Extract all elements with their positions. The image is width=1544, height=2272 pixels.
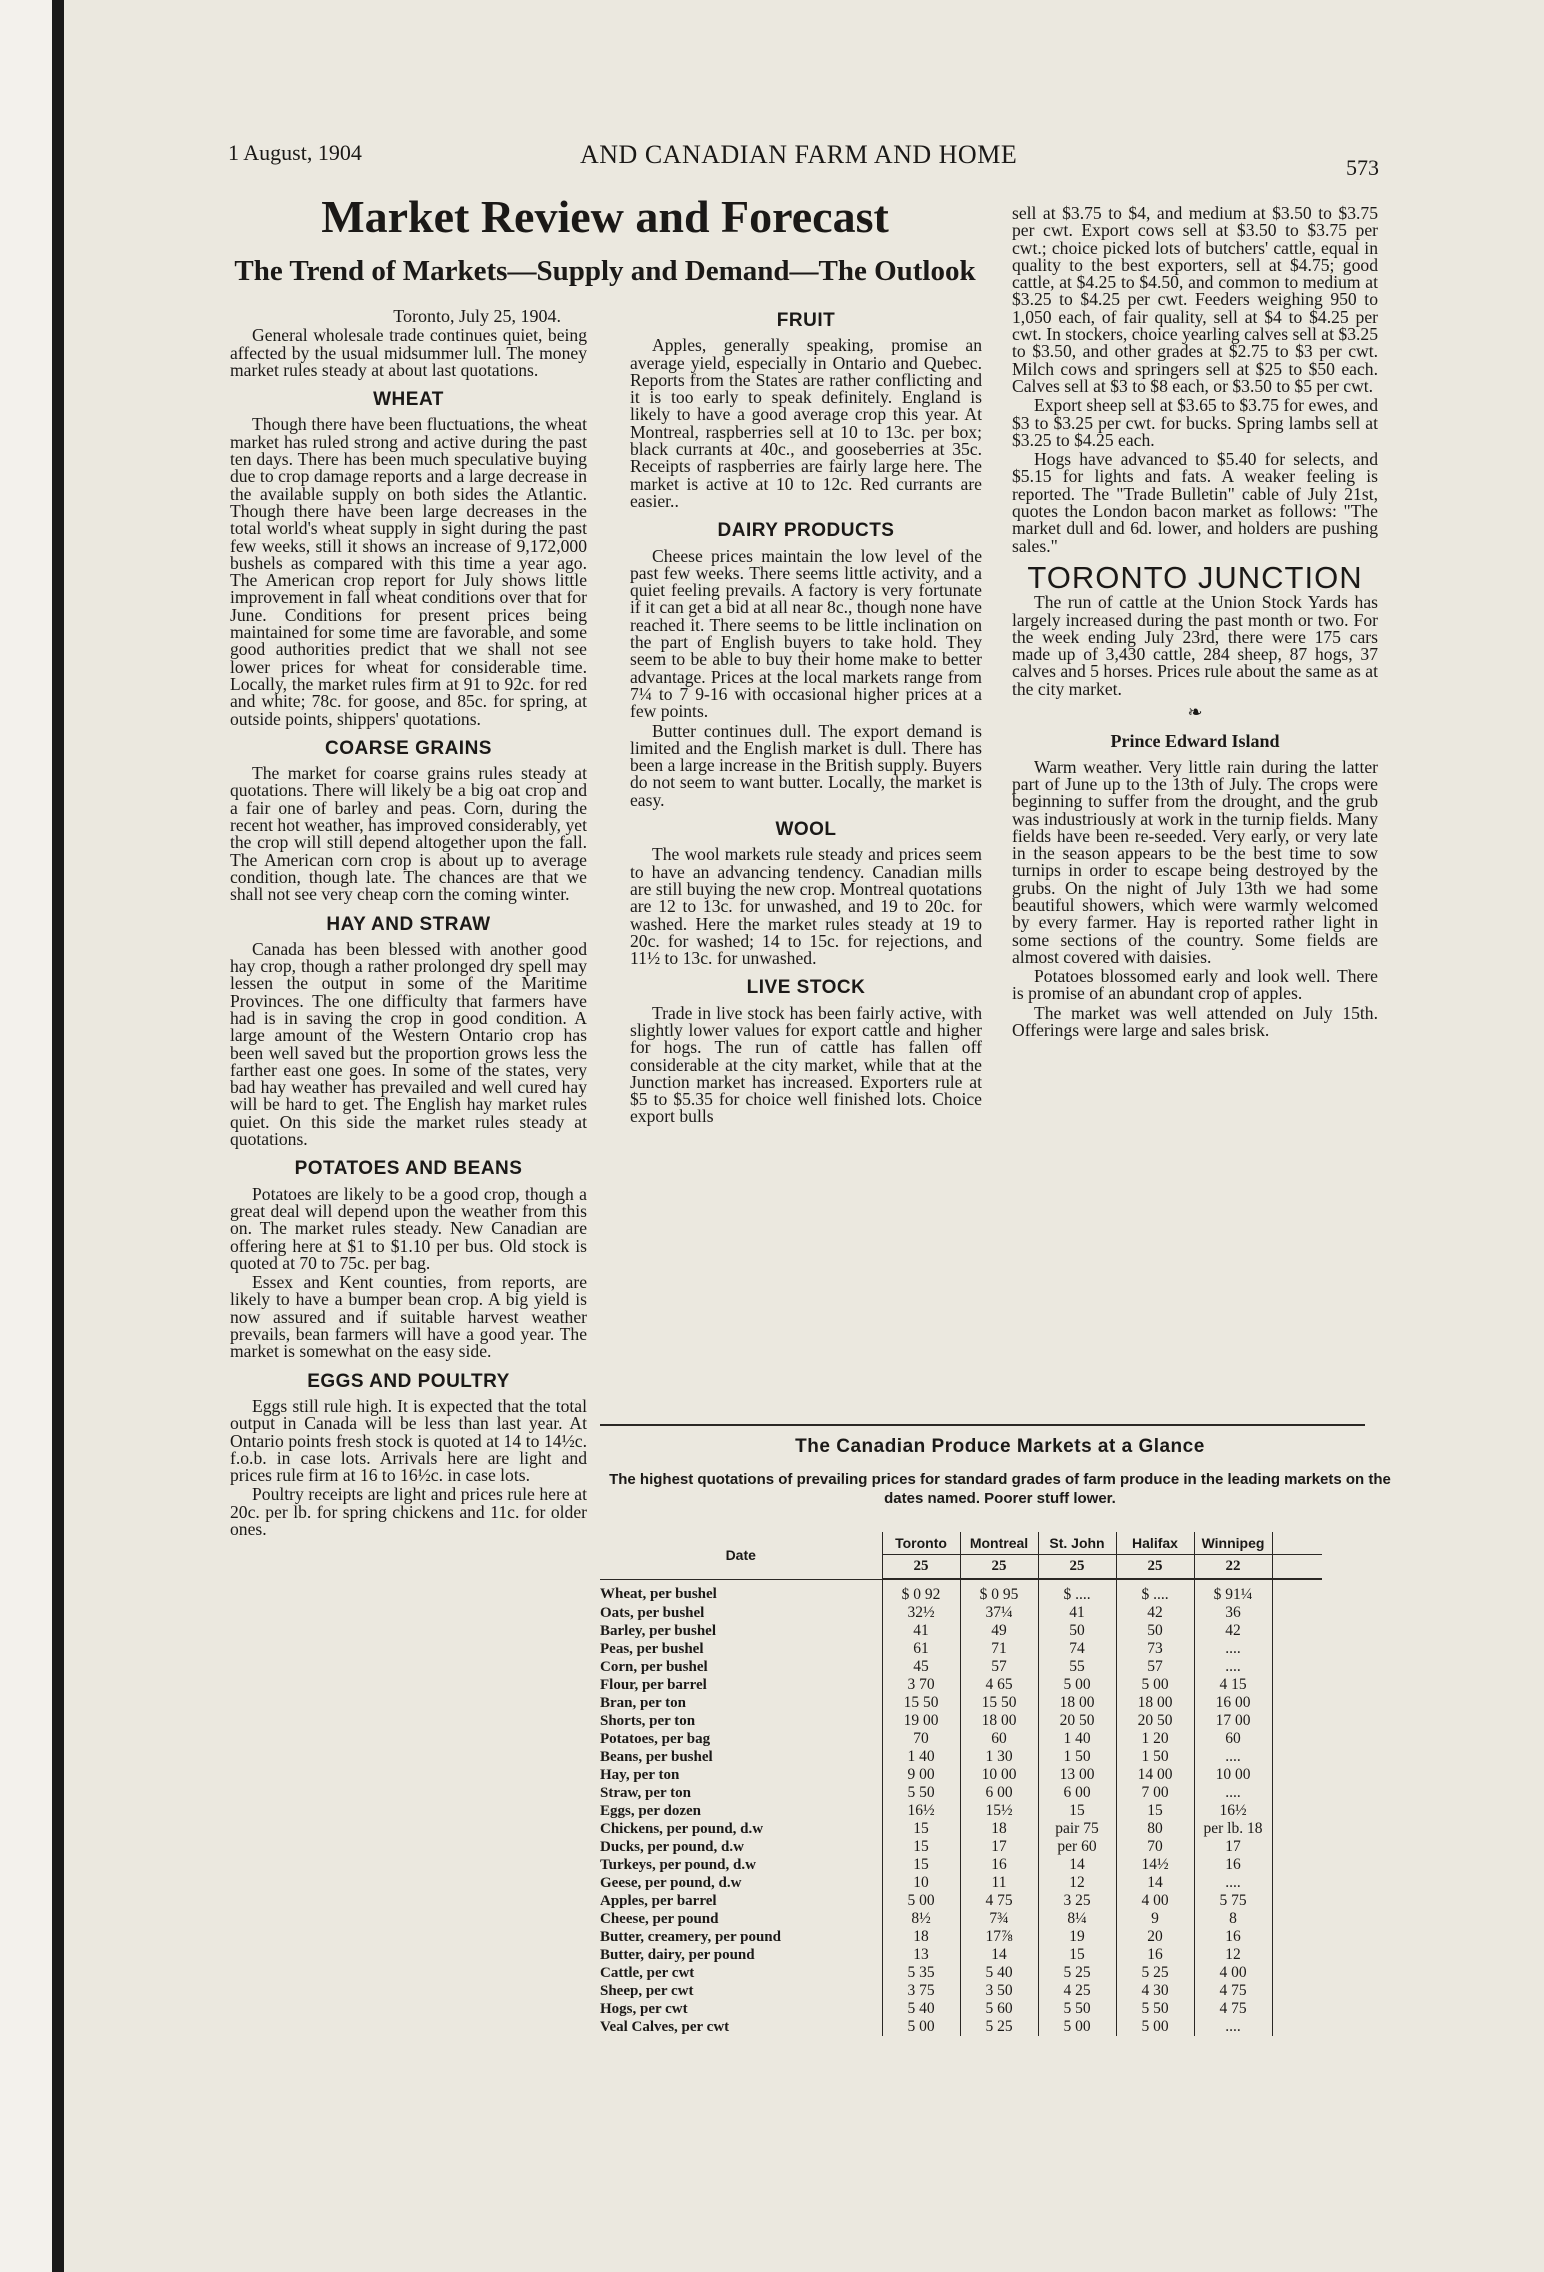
section-heading-live-stock: LIVE STOCK xyxy=(746,977,866,999)
spare-cell xyxy=(1272,1910,1322,1928)
price-cell: 3 50 xyxy=(960,1982,1038,2000)
price-cell: 80 xyxy=(1116,1820,1194,1838)
fruit-paragraph: Apples, generally speaking, promise an average yield, especially in Ontario and Quebec. Reports from the States are rather conflicting and it is too early to speak definitely. England is likely to have a good average crop this year. At Montreal, raspberries sell at 10 to 13c. per box; black currants at 40c., and gooseberries at 35c. Receipts of raspberries are fairly large here. The market is active at 10 to 12c. Red currants are easier.. xyxy=(630,335,982,511)
cheese-paragraph: Cheese prices maintain the low level of the past few weeks. There seems little activity, and a quiet feeling prevails. A factory is very fortunate if it can get a bid at all near 8c., though none have reached it. There seems to be little inclination on the part of English buyers to take hold. They seem to be able to buy their home make to better advantage. Prices at the local markets range from 7¼ to 7 9-16 with occasional higher prices at a few points. xyxy=(630,545,982,722)
price-cell: .... xyxy=(1194,1784,1272,1802)
coarse-grains-paragraph: The market for coarse grains rules steady at quotations. There will likely be a big oat crop and a fair one of barley and peas. Corn, during the recent hot weather, has improved considerably, yet the crop will still depend altogether upon the fall. The American corn crop is about up to average condition, though late. The chances are that we shall not see very cheap corn the coming winter. xyxy=(230,763,587,905)
price-cell: $ 91¼ xyxy=(1194,1579,1272,1604)
section-heading-toronto-junction: TORONTO JUNCTION xyxy=(1027,559,1363,595)
table-row xyxy=(600,1910,1322,1928)
table-row xyxy=(600,1658,1322,1676)
price-cell: per lb. 18 xyxy=(1194,1820,1272,1838)
produce-item: Hogs, per cwt xyxy=(600,2000,688,2017)
price-cell: 32½ xyxy=(882,1604,960,1622)
price-cell: 4 65 xyxy=(960,1676,1038,1694)
price-cell: 20 50 xyxy=(1038,1712,1116,1730)
potatoes-paragraph: Potatoes are likely to be a good crop, though a great deal will depend upon the weather from this on. The market rules steady. New Canadian are offering here at $1 to $1.10 per bus. Old stock is quoted at 70 to 75c. per bag. xyxy=(230,1183,587,1273)
price-cell: 9 xyxy=(1116,1910,1194,1928)
price-cell: 3 70 xyxy=(882,1676,960,1694)
pei-market-paragraph: The market was well attended on July 15th. Offerings were large and sales brisk. xyxy=(1012,1002,1378,1041)
price-cell: 71 xyxy=(960,1640,1038,1658)
section-heading-wool: WOOL xyxy=(775,819,837,841)
table-row xyxy=(600,1874,1322,1892)
price-cell: 14 xyxy=(1116,1874,1194,1892)
price-cell: $ 0 92 xyxy=(882,1579,960,1604)
date-header: 25 xyxy=(960,1555,1038,1580)
price-cell: .... xyxy=(1194,1748,1272,1766)
beans-paragraph: Essex and Kent counties, from reports, are likely to have a bumper bean crop. A big yield is now assured and if suitable harvest weather prevails, bean farmers will have a good year. The market is somewhat on the easy side. xyxy=(230,1272,587,1362)
table-body xyxy=(600,1579,1322,2036)
price-cell: 5 00 xyxy=(882,1892,960,1910)
live-stock-paragraph: Trade in live stock has been fairly active, with slightly lower values for export cattle and higher for hogs. The run of cattle has fallen off considerable at the city market, while that at the Junction market has increased. Exporters rule at $5 to $5.35 for choice well finished lots. Choice export bulls xyxy=(630,1002,982,1127)
produce-item: Bran, per ton xyxy=(600,1694,686,1711)
city-header: St. John xyxy=(1038,1532,1116,1555)
spare-cell xyxy=(1272,1820,1322,1838)
price-cell: 5 40 xyxy=(882,2000,960,2018)
price-cell: 50 xyxy=(1038,1622,1116,1640)
table-row xyxy=(600,1820,1322,1838)
produce-item: Straw, per ton xyxy=(600,1784,691,1801)
price-cell: 16½ xyxy=(882,1802,960,1820)
spare-cell xyxy=(1272,1964,1322,1982)
produce-item: Barley, per bushel xyxy=(600,1622,716,1639)
date-header: 22 xyxy=(1194,1555,1272,1580)
price-cell: 15 xyxy=(1038,1802,1116,1820)
price-cell: 15 xyxy=(1116,1802,1194,1820)
price-cell: 1 50 xyxy=(1038,1748,1116,1766)
issue-date: 1 August, 1904 xyxy=(228,140,362,165)
spare-column-header xyxy=(1272,1532,1322,1555)
spare-cell xyxy=(1272,1892,1322,1910)
produce-item: Eggs, per dozen xyxy=(600,1802,701,1819)
spare-cell xyxy=(1272,1874,1322,1892)
table-row xyxy=(600,1604,1322,1622)
price-cell: 61 xyxy=(882,1640,960,1658)
price-cell: 20 50 xyxy=(1116,1712,1194,1730)
hogs-paragraph: Hogs have advanced to $5.40 for selects, and $5.15 for lights and fats. A weaker feeling is reported. The "Trade Bulletin" cable of July 21st, quotes the London bacon market as follows: "The market dull and 6d. lower, and holders are pushing sales." xyxy=(1012,449,1378,556)
table-row xyxy=(600,1622,1322,1640)
price-cell: per 60 xyxy=(1038,1838,1116,1856)
column-1 xyxy=(230,302,587,1540)
price-cell: 5 25 xyxy=(1038,1964,1116,1982)
price-cell: 13 xyxy=(882,1946,960,1964)
date-header: 25 xyxy=(1116,1555,1194,1580)
section-heading-potatoes-and-beans: POTATOES AND BEANS xyxy=(294,1158,523,1180)
table-row xyxy=(600,1928,1322,1946)
price-cell: 14 xyxy=(960,1946,1038,1964)
spare-cell xyxy=(1272,1838,1322,1856)
city-header: Halifax xyxy=(1116,1532,1194,1555)
price-cell: 1 40 xyxy=(1038,1730,1116,1748)
spare-cell xyxy=(1272,1748,1322,1766)
live-stock-continued-paragraph: sell at $3.75 to $4, and medium at $3.50 to $3.75 per cwt. Export cows sell at $3.50 to $3.75 per cwt.; choice picked lots of butchers' cattle, equal in quality to the best exporters, sell at $4.75; good cattle, at $4.25 to $4.50, and common to medium at $3.25 to $4.25 per cwt. Feeders weighing 950 to 1,050 each, of fair quality, sell at $4 to $4.25 per cwt. In stockers, choice yearling calves sell at $3.25 to $3.50, and other grades at $2.75 to $3 per cwt. Milch cows and springers sell at $25 to $50 each. Calves sell at $3 to $8 each, or $3.50 to $5 per cwt. xyxy=(1012,203,1378,396)
price-cell: 5 00 xyxy=(1038,2018,1116,2036)
produce-item: Butter, dairy, per pound xyxy=(600,1946,755,1963)
section-heading-prince-edward-island: Prince Edward Island xyxy=(1110,731,1280,752)
table-row xyxy=(600,1964,1322,1982)
binding-gutter xyxy=(0,0,62,2272)
hay-and-straw-paragraph: Canada has been blessed with another good hay crop, though a rather prolonged dry spell may lessen the output in some of the Maritime Provinces. The one difficulty that farmers have had is in saving the crop in good condition. A large amount of the Western Ontario crop has been well saved but the proportion grows less the farther east one goes. In some of the states, very bad hay weather has prevailed and well cured hay will be hard to get. The English hay market rules quiet. On this side the market rules steady at quotations. xyxy=(230,938,587,1150)
price-cell: 7 00 xyxy=(1116,1784,1194,1802)
price-cell: 15 xyxy=(882,1838,960,1856)
produce-item: Peas, per bushel xyxy=(600,1640,704,1657)
spare-cell xyxy=(1272,1802,1322,1820)
produce-item: Oats, per bushel xyxy=(600,1604,705,1621)
price-cell: .... xyxy=(1194,1658,1272,1676)
price-cell: 5 50 xyxy=(1116,2000,1194,2018)
price-cell: 5 75 xyxy=(1194,1892,1272,1910)
spare-date-header xyxy=(1272,1555,1322,1580)
sheep-paragraph: Export sheep sell at $3.65 to $3.75 for ewes, and $3 to $3.25 per cwt. for bucks. Spring lambs sell at $3.25 to $4.25 each. xyxy=(1012,395,1378,450)
produce-markets-table xyxy=(600,1532,1322,2036)
produce-item: Cattle, per cwt xyxy=(600,1964,695,1981)
table-row xyxy=(600,1892,1322,1910)
column-3 xyxy=(1012,205,1378,1041)
price-cell: 41 xyxy=(1038,1604,1116,1622)
table-row xyxy=(600,1748,1322,1766)
price-cell: 5 00 xyxy=(1116,2018,1194,2036)
price-cell: 5 50 xyxy=(1038,2000,1116,2018)
produce-item: Corn, per bushel xyxy=(600,1658,708,1675)
price-cell: 8¼ xyxy=(1038,1910,1116,1928)
table-row xyxy=(600,1766,1322,1784)
produce-item: Hay, per ton xyxy=(600,1766,680,1783)
price-cell: 70 xyxy=(882,1730,960,1748)
price-cell: 16 xyxy=(1194,1856,1272,1874)
price-cell: $ .... xyxy=(1116,1579,1194,1604)
price-cell: 15 xyxy=(882,1856,960,1874)
price-cell: $ 0 95 xyxy=(960,1579,1038,1604)
table-row xyxy=(600,1856,1322,1874)
spare-cell xyxy=(1272,1712,1322,1730)
price-cell: 18 00 xyxy=(1116,1694,1194,1712)
price-cell: 10 xyxy=(882,1874,960,1892)
price-cell: 4 30 xyxy=(1116,1982,1194,2000)
price-cell: 57 xyxy=(1116,1658,1194,1676)
section-heading-eggs-and-poultry: EGGS AND POULTRY xyxy=(307,1370,510,1392)
spare-cell xyxy=(1272,1784,1322,1802)
wool-paragraph: The wool markets rule steady and prices seem to have an advancing tendency. Canadian mills are still buying the new crop. Montreal quotations are 12 to 13c. for unwashed, and 19 to 20c. for washed. Here the market rules steady at 19 to 20c. for washed; 14 to 15c. for rejections, and 11½ to 13c. for unwashed. xyxy=(630,844,982,969)
price-cell: 11 xyxy=(960,1874,1038,1892)
table-row xyxy=(600,1838,1322,1856)
price-cell: 5 40 xyxy=(960,1964,1038,1982)
page-number: 573 xyxy=(1346,155,1379,180)
price-cell: 45 xyxy=(882,1658,960,1676)
price-cell: 3 75 xyxy=(882,1982,960,2000)
table-row xyxy=(600,1579,1322,1604)
date-header: 25 xyxy=(1038,1555,1116,1580)
dateline: Toronto, July 25, 1904. xyxy=(393,306,561,326)
pei-weather-paragraph: Warm weather. Very little rain during the latter part of June up to the 13th of July. The crops were beginning to suffer from the drought, and the grub was industriously at work in the turnip fields. Many fields have been re-seeded. Very early, or very late in the season appears to be the best time to sow turnips in order to escape being destroyed by the grubs. On the night of July 13th we had some beautiful showers, which were warmly welcomed by every farmer. Hay is reported rather light in some sections of the country. Some fields are almost covered with daisies. xyxy=(1012,756,1378,967)
produce-item: Flour, per barrel xyxy=(600,1676,707,1693)
price-cell: 55 xyxy=(1038,1658,1116,1676)
price-cell: 8 xyxy=(1194,1910,1272,1928)
spare-cell xyxy=(1272,1730,1322,1748)
section-ornament: ❧ xyxy=(1187,702,1203,723)
spare-cell xyxy=(1272,1604,1322,1622)
spare-cell xyxy=(1272,1622,1322,1640)
price-cell: 5 00 xyxy=(1038,1676,1116,1694)
price-cell: 17 xyxy=(1194,1838,1272,1856)
price-cell: .... xyxy=(1194,1640,1272,1658)
publication-title: AND CANADIAN FARM AND HOME xyxy=(580,140,1018,169)
price-cell: 18 xyxy=(960,1820,1038,1838)
price-cell: 49 xyxy=(960,1622,1038,1640)
price-cell: 16½ xyxy=(1194,1802,1272,1820)
price-cell: pair 75 xyxy=(1038,1820,1116,1838)
table-row xyxy=(600,1730,1322,1748)
price-cell: 17 00 xyxy=(1194,1712,1272,1730)
produce-item: Veal Calves, per cwt xyxy=(600,2018,730,2035)
butter-paragraph: Butter continues dull. The export demand is limited and the English market is dull. There has been a large increase in the British supply. Buyers do not seem to want butter. Locally, the market is easy. xyxy=(630,720,982,810)
spare-cell xyxy=(1272,1694,1322,1712)
toronto-junction-paragraph: The run of cattle at the Union Stock Yards has largely increased during the past month or two. For the week ending July 23rd, there were 175 cars made up of 3,430 cattle, 284 sheep, 87 hogs, 37 calves and 5 horses. Prices rule about the same as at the city market. xyxy=(1012,592,1378,699)
produce-item: Butter, creamery, per pound xyxy=(600,1928,781,1945)
table-row xyxy=(600,2000,1322,2018)
price-cell: 74 xyxy=(1038,1640,1116,1658)
spare-cell xyxy=(1272,1579,1322,1604)
price-cell: 42 xyxy=(1194,1622,1272,1640)
price-cell: 50 xyxy=(1116,1622,1194,1640)
price-cell: 1 30 xyxy=(960,1748,1038,1766)
spare-cell xyxy=(1272,1982,1322,2000)
price-cell: 1 50 xyxy=(1116,1748,1194,1766)
price-cell: 5 35 xyxy=(882,1964,960,1982)
date-header: 25 xyxy=(882,1555,960,1580)
produce-item: Apples, per barrel xyxy=(600,1892,717,1909)
price-cell: 73 xyxy=(1116,1640,1194,1658)
produce-item: Potatoes, per bag xyxy=(600,1730,711,1747)
price-cell: 16 00 xyxy=(1194,1694,1272,1712)
binding-edge xyxy=(52,0,64,2272)
price-cell: 36 xyxy=(1194,1604,1272,1622)
price-cell: 4 15 xyxy=(1194,1676,1272,1694)
price-cell: 60 xyxy=(1194,1730,1272,1748)
price-cell: 15 xyxy=(882,1820,960,1838)
price-cell: 5 00 xyxy=(1116,1676,1194,1694)
price-cell: 15½ xyxy=(960,1802,1038,1820)
produce-item: Wheat, per bushel xyxy=(600,1586,717,1603)
price-cell: 37¼ xyxy=(960,1604,1038,1622)
price-cell: 5 25 xyxy=(1116,1964,1194,1982)
table-row xyxy=(600,1982,1322,2000)
price-cell: 10 00 xyxy=(1194,1766,1272,1784)
section-heading-dairy-products: DAIRY PRODUCTS xyxy=(717,520,895,542)
price-cell: 12 xyxy=(1038,1874,1116,1892)
price-cell: 20 xyxy=(1116,1928,1194,1946)
intro-paragraph: General wholesale trade continues quiet, being affected by the usual midsummer lull. The money market rules steady at about last quotations. xyxy=(230,325,587,380)
table-row xyxy=(600,1694,1322,1712)
city-header: Toronto xyxy=(882,1532,960,1555)
spare-cell xyxy=(1272,1640,1322,1658)
price-cell: $ .... xyxy=(1038,1579,1116,1604)
spare-cell xyxy=(1272,2018,1322,2036)
price-cell: 14½ xyxy=(1116,1856,1194,1874)
price-cell: 57 xyxy=(960,1658,1038,1676)
poultry-paragraph: Poultry receipts are light and prices rule here at 20c. per lb. for spring chickens and 11c. for older ones. xyxy=(230,1484,587,1539)
price-cell: 13 00 xyxy=(1038,1766,1116,1784)
price-cell: 18 00 xyxy=(1038,1694,1116,1712)
table-row xyxy=(600,1712,1322,1730)
article-headline: Market Review and Forecast xyxy=(321,191,889,242)
column-2 xyxy=(630,312,982,1128)
table-row xyxy=(600,1640,1322,1658)
price-cell: 12 xyxy=(1194,1946,1272,1964)
price-cell: 18 00 xyxy=(960,1712,1038,1730)
price-cell: 9 00 xyxy=(882,1766,960,1784)
table-row xyxy=(600,1946,1322,1964)
price-cell: 18 xyxy=(882,1928,960,1946)
price-cell: 41 xyxy=(882,1622,960,1640)
price-cell: 15 50 xyxy=(960,1694,1038,1712)
produce-item: Geese, per pound, d.w xyxy=(600,1874,742,1891)
section-heading-hay-and-straw: HAY AND STRAW xyxy=(326,913,491,935)
article-subheadline: The Trend of Markets—Supply and Demand—The Outlook xyxy=(234,255,976,287)
price-cell: 17⅞ xyxy=(960,1928,1038,1946)
spare-cell xyxy=(1272,1658,1322,1676)
produce-item: Chickens, per pound, d.w xyxy=(600,1820,764,1837)
price-cell: 6 00 xyxy=(1038,1784,1116,1802)
price-cell: 4 00 xyxy=(1116,1892,1194,1910)
price-cell: 19 00 xyxy=(882,1712,960,1730)
section-heading-fruit: FRUIT xyxy=(776,310,836,331)
price-cell: 8½ xyxy=(882,1910,960,1928)
produce-item: Turkeys, per pound, d.w xyxy=(600,1856,756,1873)
table-row xyxy=(600,1784,1322,1802)
price-cell: 4 75 xyxy=(1194,2000,1272,2018)
wheat-paragraph: Though there have been fluctuations, the wheat market has ruled strong and active during the past ten days. There has been much speculative buying due to crop damage reports and a large decrease in the available supply on both sides the Atlantic. Though there have been large decreases in the total world's wheat supply in sight during the past few weeks, still it shows an increase of 9,172,000 bushels as compared with this time a year ago. The American crop report for July shows little improvement in fall wheat conditions over that for June. Conditions for present prices being maintained for some time are favorable, and some good authorities predict that we shall not see lower prices for wheat for considerable time. Locally, the market rules firm at 91 to 92c. for red and white; 78c. for goose, and 85c. for spring, at outside points, shippers' quotations. xyxy=(230,414,587,729)
price-cell: 3 25 xyxy=(1038,1892,1116,1910)
price-cell: 60 xyxy=(960,1730,1038,1748)
table-row xyxy=(600,1802,1322,1820)
price-cell: 10 00 xyxy=(960,1766,1038,1784)
section-heading-coarse-grains: COARSE GRAINS xyxy=(325,737,492,759)
price-cell: 14 xyxy=(1038,1856,1116,1874)
table-title: The Canadian Produce Markets at a Glance xyxy=(795,1436,1205,1457)
table-row xyxy=(600,2018,1322,2036)
spare-cell xyxy=(1272,1856,1322,1874)
spare-cell xyxy=(1272,1928,1322,1946)
produce-item: Cheese, per pound xyxy=(600,1910,719,1927)
price-cell: 5 25 xyxy=(960,2018,1038,2036)
table-note: The highest quotations of prevailing prices for standard grades of farm produce in the leading markets on the dates named. Poorer stuff lower. xyxy=(609,1471,1391,1507)
produce-item: Beans, per bushel xyxy=(600,1748,713,1765)
price-cell: 19 xyxy=(1038,1928,1116,1946)
produce-item: Shorts, per ton xyxy=(600,1712,696,1729)
price-cell: 42 xyxy=(1116,1604,1194,1622)
price-cell: 15 50 xyxy=(882,1694,960,1712)
price-cell: 4 75 xyxy=(1194,1982,1272,2000)
price-cell: 1 20 xyxy=(1116,1730,1194,1748)
price-cell: 5 60 xyxy=(960,2000,1038,2018)
spare-cell xyxy=(1272,2000,1322,2018)
price-cell: 15 xyxy=(1038,1946,1116,1964)
produce-item: Ducks, per pound, d.w xyxy=(600,1838,744,1855)
price-cell: .... xyxy=(1194,2018,1272,2036)
eggs-paragraph: Eggs still rule high. It is expected that the total output in Canada will be less than last year. At Ontario points fresh stock is quoted at 14 to 14½c. f.o.b. in case lots. Arrivals here are light and prices rule firm at 16 to 16½c. in case lots. xyxy=(230,1395,587,1486)
price-cell: 4 00 xyxy=(1194,1964,1272,1982)
spare-cell xyxy=(1272,1676,1322,1694)
produce-item: Sheep, per cwt xyxy=(600,1982,694,1999)
price-cell: 1 40 xyxy=(882,1748,960,1766)
price-cell: 16 xyxy=(1194,1928,1272,1946)
price-cell: 17 xyxy=(960,1838,1038,1856)
price-cell: 4 75 xyxy=(960,1892,1038,1910)
price-cell: 7¾ xyxy=(960,1910,1038,1928)
section-heading-wheat: WHEAT xyxy=(373,389,444,411)
spare-cell xyxy=(1272,1946,1322,1964)
price-cell: 14 00 xyxy=(1116,1766,1194,1784)
price-cell: 5 50 xyxy=(882,1784,960,1802)
price-cell: 16 xyxy=(960,1856,1038,1874)
city-header: Montreal xyxy=(960,1532,1038,1555)
price-cell: 70 xyxy=(1116,1838,1194,1856)
pei-potatoes-paragraph: Potatoes blossomed early and look well. There is promise of an abundant crop of apples. xyxy=(1012,966,1378,1004)
table-row xyxy=(600,1676,1322,1694)
price-cell: 4 25 xyxy=(1038,1982,1116,2000)
spare-cell xyxy=(1272,1766,1322,1784)
price-cell: 5 00 xyxy=(882,2018,960,2036)
city-header: Winnipeg xyxy=(1194,1532,1272,1555)
price-cell: 16 xyxy=(1116,1946,1194,1964)
price-cell: .... xyxy=(1194,1874,1272,1892)
price-cell: 6 00 xyxy=(960,1784,1038,1802)
date-column-header: Date xyxy=(600,1532,882,1579)
table-top-rule xyxy=(600,1424,1365,1426)
